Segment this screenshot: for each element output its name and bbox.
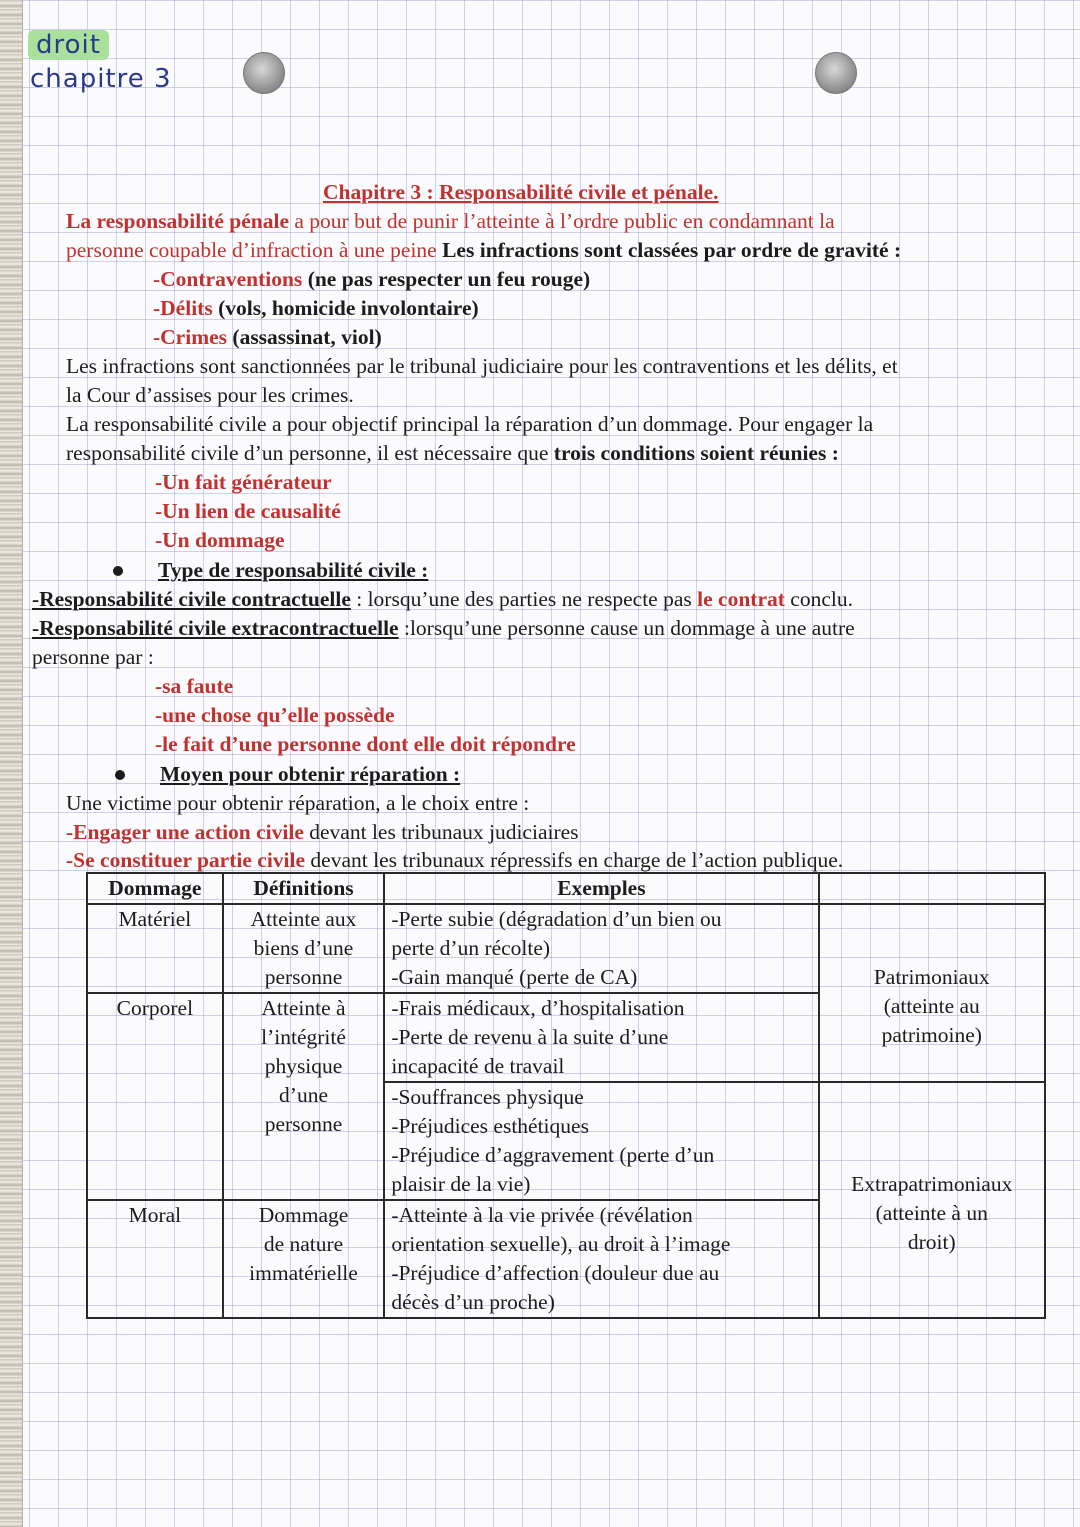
- example-line: -Préjudices esthétiques: [391, 1114, 589, 1138]
- reparation-option-1-label: -Engager une action civile: [66, 820, 304, 844]
- penal-def-2: personne coupable d’infraction à une peine: [66, 238, 437, 262]
- extra-item: -une chose qu’elle possède: [155, 703, 395, 727]
- damage-examples: [384, 904, 818, 993]
- penal-item-detail: (assassinat, viol): [232, 325, 382, 349]
- penal-def-1: a pour but de punir l’atteinte à l’ordre public en condamnant la: [294, 209, 835, 233]
- definition-line: Atteinte à: [261, 996, 346, 1020]
- example-line: plaisir de la vie): [391, 1172, 531, 1196]
- sanction-line-2: la Cour d’assises pour les crimes.: [66, 383, 354, 407]
- header-dommage: Dommage: [87, 873, 223, 904]
- damage-examples: [384, 1082, 818, 1200]
- example-line: incapacité de travail: [391, 1054, 565, 1078]
- header-exemples: Exemples: [384, 873, 818, 904]
- contract-end: conclu.: [790, 587, 853, 611]
- penal-term: La responsabilité pénale: [66, 209, 289, 233]
- extra-label: -Responsabilité civile extracontractuelle: [32, 616, 399, 640]
- reparation-option-2-label: -Se constituer partie civile: [66, 848, 306, 872]
- example-line: -Frais médicaux, d’hospitalisation: [391, 996, 685, 1020]
- extra-text: :lorsqu’une personne cause un dommage à une autre: [403, 616, 855, 640]
- contract-line: [32, 585, 853, 614]
- damage-definition: [223, 904, 385, 993]
- table-row: [87, 904, 1045, 993]
- example-line: -Atteinte à la vie privée (révélation: [391, 1203, 693, 1227]
- bullet-icon: [115, 770, 125, 780]
- header-definitions: Définitions: [223, 873, 385, 904]
- reparation-option-1: [66, 818, 579, 847]
- extra-item: -le fait d’une personne dont elle doit répondre: [155, 732, 576, 756]
- civil-line-1: La responsabilité civile a pour objectif principal la réparation d’un dommage. Pour engager la: [66, 412, 874, 436]
- contract-text: : lorsqu’une des parties ne respecte pas: [356, 587, 692, 611]
- category-line: patrimoine): [881, 1023, 982, 1047]
- category-line: (atteinte à un: [875, 1201, 988, 1225]
- penal-line-1: [66, 207, 835, 236]
- reparation-intro: Une victime pour obtenir réparation, a le choix entre :: [66, 791, 530, 815]
- example-line: -Gain manqué (perte de CA): [391, 965, 638, 989]
- category-patrimonial: [819, 904, 1046, 1082]
- example-line: -Préjudice d’aggravement (perte d’un: [391, 1143, 715, 1167]
- damage-examples: [384, 1200, 818, 1318]
- penal-item: [153, 265, 590, 294]
- contract-term: le contrat: [697, 587, 785, 611]
- definition-line: de nature: [263, 1232, 344, 1256]
- civil-line-2: [66, 439, 839, 468]
- definition-line: d’une: [279, 1083, 328, 1107]
- handwritten-subject: [28, 30, 109, 60]
- definition-line: Dommage: [258, 1203, 349, 1227]
- penal-item-detail: (vols, homicide involontaire): [218, 296, 479, 320]
- types-heading: Type de responsabilité civile :: [158, 558, 429, 582]
- penal-item-label: -Crimes: [153, 325, 228, 349]
- category-line: Patrimoniaux: [873, 965, 990, 989]
- punch-hole-right: [815, 52, 857, 94]
- example-line: -Perte subie (dégradation d’un bien ou: [391, 907, 722, 931]
- damage-type: Matériel: [87, 904, 223, 993]
- penal-item: [153, 323, 382, 352]
- condition-item: -Un lien de causalité: [155, 499, 341, 523]
- contract-label: -Responsabilité civile contractuelle: [32, 587, 351, 611]
- condition-item: -Un dommage: [155, 528, 285, 552]
- definition-line: l’intégrité: [261, 1025, 346, 1049]
- example-line: -Souffrances physique: [391, 1085, 584, 1109]
- category-line: Extrapatrimoniaux: [851, 1172, 1013, 1196]
- extra-line: [32, 614, 855, 643]
- reparation-heading: Moyen pour obtenir réparation :: [160, 762, 461, 786]
- category-line: droit): [907, 1230, 956, 1254]
- damage-table: [86, 872, 1046, 1319]
- reparation-option-2-text: devant les tribunaux répressifs en charge de l’action publique.: [310, 848, 844, 872]
- extra-line-2: personne par :: [32, 645, 154, 669]
- example-line: décès d’un proche): [391, 1290, 555, 1314]
- example-line: orientation sexuelle), au droit à l’image: [391, 1232, 731, 1256]
- civil-line-2-text: responsabilité civile d’un personne, il est nécessaire que: [66, 441, 549, 465]
- table-header-row: [87, 873, 1045, 904]
- damage-type: Moral: [87, 1200, 223, 1318]
- example-line: perte d’un récolte): [391, 936, 551, 960]
- penal-line-2: [66, 236, 901, 265]
- penal-item-detail: (ne pas respecter un feu rouge): [307, 267, 591, 291]
- bullet-icon: [113, 566, 123, 576]
- civil-conditions-lead: trois conditions soient réunies :: [553, 441, 839, 465]
- penal-item-label: -Contraventions: [153, 267, 303, 291]
- page-title: Chapitre 3 : Responsabilité civile et pénale.: [323, 180, 719, 204]
- category-line: (atteinte au: [883, 994, 980, 1018]
- damage-examples: [384, 993, 818, 1082]
- condition-item: -Un fait générateur: [155, 470, 332, 494]
- penal-item-label: -Délits: [153, 296, 213, 320]
- punch-hole-left: [243, 52, 285, 94]
- reparation-option-1-text: devant les tribunaux judiciaires: [309, 820, 579, 844]
- penal-item: [153, 294, 479, 323]
- notebook-binding: [0, 0, 23, 1527]
- extra-item: -sa faute: [155, 674, 234, 698]
- damage-definition: [223, 993, 385, 1200]
- category-extrapatrimonial: [819, 1082, 1046, 1318]
- handwritten-subject-text: droit: [28, 30, 109, 60]
- definition-line: Atteinte aux: [250, 907, 357, 931]
- definition-line: physique: [264, 1054, 343, 1078]
- damage-type: Corporel: [87, 993, 223, 1200]
- definition-line: immatérielle: [249, 1261, 358, 1285]
- penal-classification: Les infractions sont classées par ordre de gravité :: [442, 238, 902, 262]
- definition-line: personne: [264, 965, 343, 989]
- definition-line: personne: [264, 1112, 343, 1136]
- handwritten-chapter: chapitre 3: [30, 64, 172, 94]
- sanction-line-1: Les infractions sont sanctionnées par le tribunal judiciaire pour les contraventions et les délits, et: [66, 354, 898, 378]
- header-category: [819, 873, 1046, 904]
- example-line: -Préjudice d’affection (douleur due au: [391, 1261, 720, 1285]
- definition-line: biens d’une: [253, 936, 354, 960]
- damage-definition: [223, 1200, 385, 1318]
- example-line: -Perte de revenu à la suite d’une: [391, 1025, 669, 1049]
- reparation-option-2: [66, 846, 843, 875]
